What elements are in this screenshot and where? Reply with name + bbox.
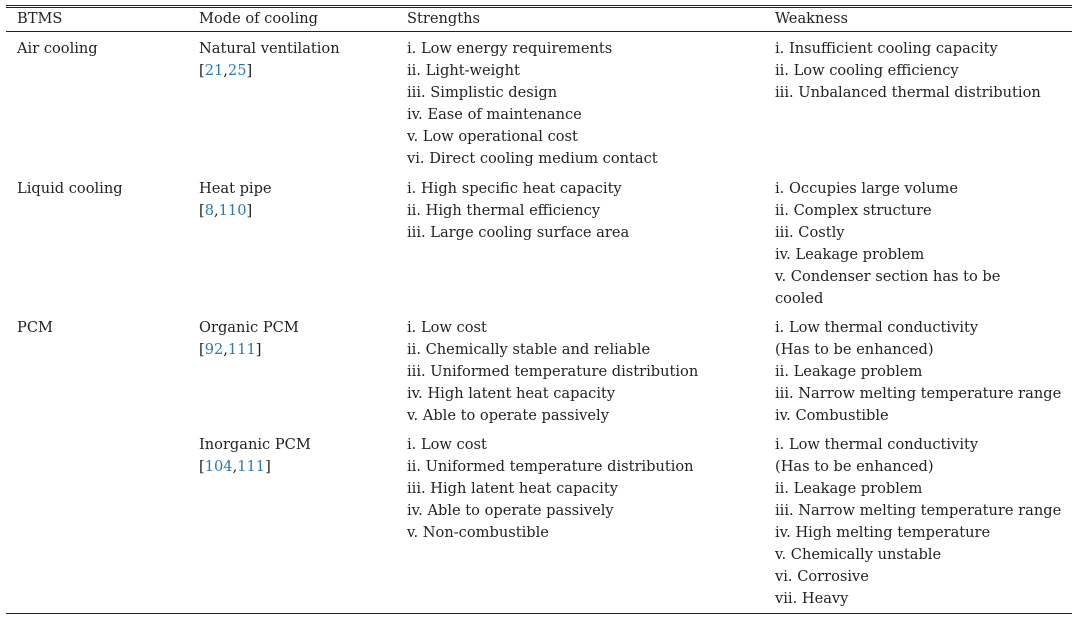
row-organic-mode <box>199 317 299 361</box>
list-item: i. Low thermal conductivity <box>775 436 979 453</box>
row-organic-weakness <box>775 317 1061 427</box>
row-air-strengths <box>407 38 658 170</box>
mode-label: Organic PCM <box>199 319 299 336</box>
mode-label: Natural ventilation <box>199 40 340 57</box>
ref-link[interactable]: 111 <box>227 341 256 358</box>
list-item: iii. High latent heat capacity <box>407 480 618 497</box>
list-item: v. Low operational cost <box>407 128 578 145</box>
list-item: iv. High latent heat capacity <box>407 385 616 402</box>
list-item: iv. Leakage problem <box>775 246 925 263</box>
list-item: i. Insufficient cooling capacity <box>775 40 998 57</box>
row-inorganic-mode <box>199 434 311 478</box>
list-item: i. Occupies large volume <box>775 180 958 197</box>
list-item: v. Non-combustible <box>407 524 549 541</box>
list-item: vi. Corrosive <box>775 568 869 585</box>
list-item: i. Low energy requirements <box>407 40 613 57</box>
header-rule <box>6 31 1072 32</box>
list-item: iii. Large cooling surface area <box>407 224 630 241</box>
list-item: cooled <box>775 290 824 307</box>
ref-link[interactable]: 104 <box>204 458 233 475</box>
table-bottom-rule <box>6 613 1072 614</box>
list-item: ii. Light-weight <box>407 62 520 79</box>
ref-link[interactable]: 92 <box>204 341 224 358</box>
row-organic-strengths <box>407 317 698 427</box>
list-item: vi. Direct cooling medium contact <box>407 150 658 167</box>
list-item: iii. Unbalanced thermal distribution <box>775 84 1041 101</box>
list-item: ii. High thermal efficiency <box>407 202 601 219</box>
row-air-btms: Air cooling <box>17 40 98 57</box>
list-item: ii. Uniformed temperature distribution <box>407 458 694 475</box>
table-top-rule-inner <box>6 7 1072 8</box>
row-inorganic-weakness <box>775 434 1061 610</box>
list-item: iii. Costly <box>775 224 845 241</box>
row-liquid-mode <box>199 178 272 222</box>
list-item: vii. Heavy <box>775 590 849 607</box>
list-item: iii. Narrow melting temperature range <box>775 385 1062 402</box>
list-item: iii. Narrow melting temperature range <box>775 502 1062 519</box>
citation: [92,111] <box>199 341 262 358</box>
header-weakness: Weakness <box>775 10 849 27</box>
citation: [8,110] <box>199 202 253 219</box>
list-item: v. Chemically unstable <box>775 546 942 563</box>
list-item: ii. Leakage problem <box>775 363 923 380</box>
list-item: (Has to be enhanced) <box>775 458 934 475</box>
header-mode: Mode of cooling <box>199 10 318 27</box>
header-btms: BTMS <box>17 10 63 27</box>
citation: [21,25] <box>199 62 253 79</box>
row-liquid-weakness <box>775 178 1000 310</box>
row-liquid-btms: Liquid cooling <box>17 180 123 197</box>
list-item: iv. Able to operate passively <box>407 502 614 519</box>
row-pcm-btms: PCM <box>17 319 53 336</box>
ref-link[interactable]: 25 <box>227 62 247 79</box>
list-item: i. Low cost <box>407 436 487 453</box>
list-item: iv. High melting temperature <box>775 524 991 541</box>
list-item: i. Low thermal conductivity <box>775 319 979 336</box>
list-item: v. Condenser section has to be <box>775 268 1001 285</box>
row-air-weakness <box>775 38 1041 104</box>
list-item: iv. Combustible <box>775 407 889 424</box>
list-item: ii. Chemically stable and reliable <box>407 341 651 358</box>
list-item: (Has to be enhanced) <box>775 341 934 358</box>
list-item: v. Able to operate passively <box>407 407 609 424</box>
row-liquid-strengths <box>407 178 629 244</box>
row-air-mode <box>199 38 340 82</box>
mode-label: Inorganic PCM <box>199 436 311 453</box>
ref-link[interactable]: 111 <box>237 458 266 475</box>
ref-link[interactable]: 110 <box>218 202 247 219</box>
list-item: ii. Leakage problem <box>775 480 923 497</box>
list-item: ii. Low cooling efficiency <box>775 62 959 79</box>
ref-link[interactable]: 8 <box>204 202 214 219</box>
list-item: ii. Complex structure <box>775 202 932 219</box>
row-inorganic-strengths <box>407 434 694 544</box>
table-top-rule <box>6 5 1072 6</box>
list-item: i. Low cost <box>407 319 487 336</box>
list-item: iii. Simplistic design <box>407 84 558 101</box>
list-item: iii. Uniformed temperature distribution <box>407 363 699 380</box>
citation: [104,111] <box>199 458 271 475</box>
list-item: iv. Ease of maintenance <box>407 106 582 123</box>
list-item: i. High specific heat capacity <box>407 180 622 197</box>
mode-label: Heat pipe <box>199 180 272 197</box>
header-strengths: Strengths <box>407 10 480 27</box>
ref-link[interactable]: 21 <box>204 62 224 79</box>
